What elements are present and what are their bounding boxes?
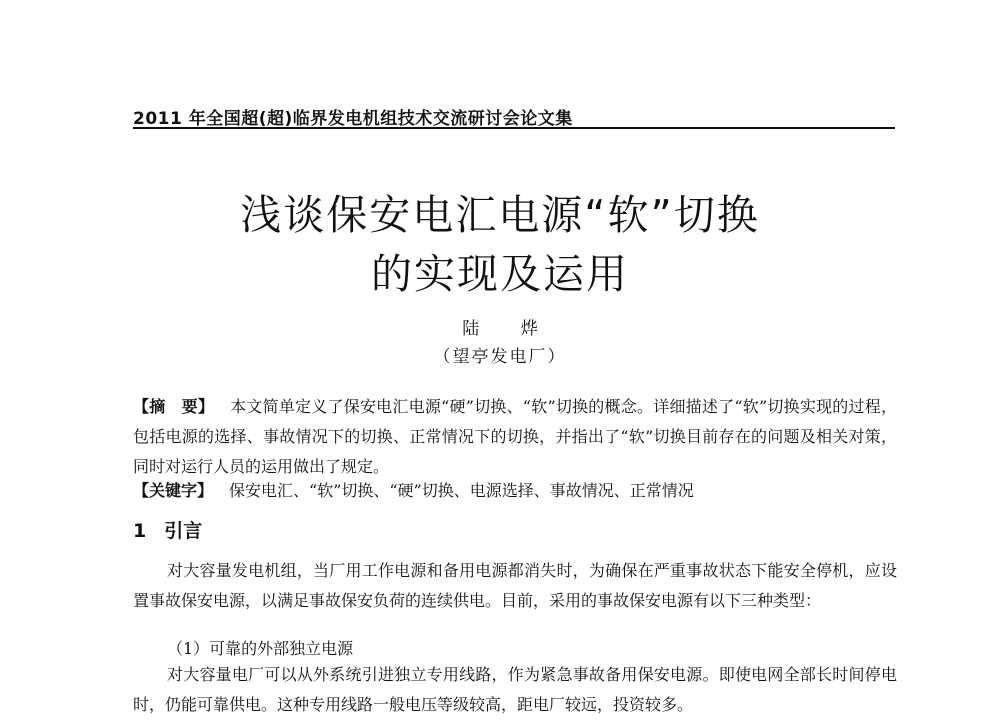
paper-title-line1: 浅谈保安电汇电源“软”切换 bbox=[240, 191, 760, 239]
abstract bbox=[133, 392, 897, 482]
header-rule bbox=[133, 127, 895, 129]
keywords-label: 【关键字】 bbox=[133, 481, 214, 500]
keywords bbox=[133, 476, 897, 506]
subheading-1: （1）可靠的外部独立电源 bbox=[167, 639, 354, 658]
section-number: 1 bbox=[133, 520, 147, 542]
abstract-text: 本文简单定义了保安电汇电源“硬”切换、“软”切换的概念。详细描述了“软”切换实现的过程，包括电源的选择、事故情况下的切换、正常情况下的切换，并指出了“软”切换目前存在的问题及相关对策，同时对运行人员的运用做出了规定。 bbox=[133, 397, 897, 476]
paper-title-line2: 的实现及运用 bbox=[371, 250, 629, 298]
section-title: 引言 bbox=[164, 520, 203, 542]
body-paragraph-2: 对大容量电厂可以从外系统引进独立专用线路，作为紧急事故备用保安电源。即使电网全部长时间停电时，仍能可靠供电。这种专用线路一般电压等级较高，距电厂较远，投资较多。 bbox=[133, 665, 897, 714]
section-heading bbox=[133, 516, 202, 543]
body-paragraph-1: 对大容量发电机组，当厂用工作电源和备用电源都消失时，为确保在严重事故状态下能安全停机，应设置事故保安电源，以满足事故保安负荷的连续供电。目前，采用的事故保安电源有以下三种类型： bbox=[133, 561, 897, 610]
affiliation: （望亭发电厂） bbox=[433, 347, 567, 367]
keywords-text: 保安电汇、“软”切换、“硬”切换、电源选择、事故情况、正常情况 bbox=[229, 481, 694, 500]
proceedings-header: 2011 年全国超(超)临界发电机组技术交流研讨会论文集 bbox=[133, 109, 573, 129]
author: 陆 烨 bbox=[462, 319, 556, 339]
abstract-label: 【摘 要】 bbox=[133, 397, 215, 416]
